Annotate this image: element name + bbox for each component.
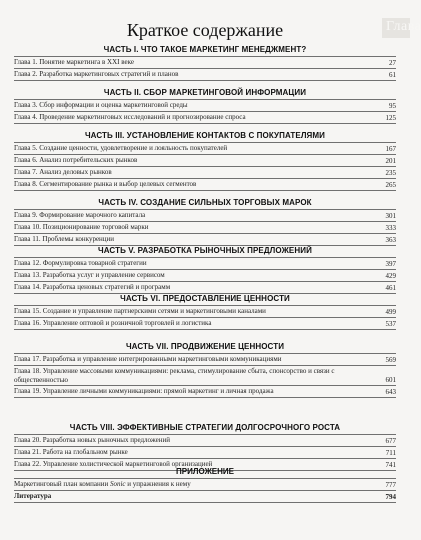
- chapter-entry[interactable]: [14, 156, 396, 166]
- entry-rule: [14, 269, 396, 270]
- chapter-title: Глава 2. Разработка маркетинговых стратегий и планов: [14, 70, 179, 78]
- chapter-title: Глава 16. Управление оптовой и розничной торговлей и логистика: [14, 319, 212, 327]
- entry-rule: [14, 178, 396, 179]
- entry-rule: [14, 221, 396, 222]
- appendix-rule: [14, 502, 396, 503]
- entry-rule: [14, 68, 396, 69]
- chapter-entry[interactable]: [14, 259, 396, 269]
- chapter-title: Глава 11. Проблемы конкуренции: [14, 235, 115, 243]
- chapter-title: Глава 4. Проведение маркетинговых исследований и прогнозирование спроса: [14, 113, 246, 121]
- chapter-entry[interactable]: [14, 180, 396, 190]
- chapter-title: Глава 13. Разработка услуг и управление сервисом: [14, 271, 165, 279]
- chapter-entry[interactable]: [14, 144, 396, 154]
- page-number: 61: [389, 71, 396, 79]
- chapter-entry[interactable]: [14, 271, 396, 281]
- part-heading: ЧАСТЬ VII. ПРОДВИЖЕНИЕ ЦЕННОСТИ: [125, 342, 285, 351]
- page-number: 429: [385, 272, 396, 280]
- entry-rule: [14, 329, 396, 330]
- entry-rule: [14, 123, 396, 124]
- chapter-title: Глава 20. Разработка новых рыночных предложений: [14, 436, 170, 444]
- chapter-entry[interactable]: [14, 70, 396, 80]
- entry-rule: [14, 80, 396, 81]
- page-number: 125: [385, 114, 396, 122]
- chapter-entry[interactable]: [14, 168, 396, 178]
- part-heading: ЧАСТЬ VIII. ЭФФЕКТИВНЫЕ СТРАТЕГИИ ДОЛГОСРОЧНОГО РОСТА: [69, 423, 341, 432]
- part-rule: [14, 257, 396, 258]
- chapter-entry[interactable]: [14, 319, 396, 329]
- entry-rule: [14, 190, 396, 191]
- entry-rule: [14, 166, 396, 167]
- chapter-title: Глава 18. Управление массовыми коммуникациями: рекламa, стимулирование сбыта, спонсорство и связи с общественностью: [14, 367, 335, 384]
- chapter-title: Глава 6. Анализ потребительских рынков: [14, 156, 138, 164]
- page-number: 777: [385, 481, 396, 489]
- chapter-title: Глава 19. Управление личными коммуникациями: прямой маркетинг и личная продажа: [14, 387, 274, 395]
- page-number: 537: [385, 320, 396, 328]
- chapter-title: Глава 8. Сегментирование рынка и выбор целевых сегментов: [14, 180, 197, 188]
- chapter-entry[interactable]: [14, 58, 396, 68]
- chapter-title: Глава 21. Работа на глобальном рынке: [14, 448, 128, 456]
- appendix-heading: ПРИЛОЖЕНИЕ: [176, 467, 234, 476]
- part-heading: ЧАСТЬ V. РАЗРАБОТКА РЫНОЧНЫХ ПРЕДЛОЖЕНИЙ: [98, 246, 312, 255]
- entry-rule: [14, 281, 396, 282]
- part-rule: [14, 434, 396, 435]
- chapter-entry[interactable]: [14, 387, 396, 397]
- page-number: 711: [385, 449, 396, 457]
- page-number: 741: [385, 461, 396, 469]
- part-heading: ЧАСТЬ II. СБОР МАРКЕТИНГОВОЙ ИНФОРМАЦИИ: [103, 88, 307, 97]
- chapter-entry[interactable]: [14, 436, 396, 446]
- page-number: 333: [385, 224, 396, 232]
- chapter-entry[interactable]: [14, 283, 396, 293]
- chapter-title: Литература: [14, 492, 52, 500]
- entry-rule: [14, 385, 396, 386]
- part-heading: ЧАСТЬ I. ЧТО ТАКОЕ МАРКЕТИНГ МЕНЕДЖМЕНТ?: [103, 45, 307, 54]
- appendix-entry[interactable]: [14, 480, 396, 490]
- entry-rule: [14, 154, 396, 155]
- chapter-entry[interactable]: [14, 101, 396, 111]
- part-rule: [14, 353, 396, 354]
- entry-rule: [14, 446, 396, 447]
- page-number: 397: [385, 260, 396, 268]
- page-number: 265: [385, 181, 396, 189]
- chapter-title: Глава 22. Управление холистической маркетинговой организацией: [14, 460, 213, 468]
- part-heading: ЧАСТЬ III. УСТАНОВЛЕНИЕ КОНТАКТОВ С ПОКУПАТЕЛЯМИ: [84, 131, 326, 140]
- appendix-rule: [14, 478, 396, 479]
- chapter-entry[interactable]: [14, 367, 396, 385]
- page-number: 95: [389, 102, 396, 110]
- entry-rule: [14, 397, 396, 398]
- chapter-entry[interactable]: [14, 235, 396, 245]
- chapter-entry[interactable]: [14, 448, 396, 458]
- chapter-title: Глава 3. Сбор информации и оценка маркетинговой среды: [14, 101, 188, 109]
- page-number: 643: [385, 388, 396, 396]
- chapter-title: Глава 9. Формирование марочного капитала: [14, 211, 146, 219]
- page-number: 201: [385, 157, 396, 165]
- chapter-title: Глава 14. Разработка ценовых стратегий и программ: [14, 283, 171, 291]
- chapter-title: [14, 480, 396, 489]
- chapter-title: Глава 12. Формулировка товарной стратегии: [14, 259, 147, 267]
- page-number: 677: [385, 437, 396, 445]
- page-number: 794: [385, 493, 396, 501]
- chapter-entry[interactable]: [14, 113, 396, 123]
- part-rule: [14, 209, 396, 210]
- entry-rule: [14, 317, 396, 318]
- chapter-entry[interactable]: [14, 355, 396, 365]
- page-number: 569: [385, 356, 396, 364]
- chapter-entry[interactable]: [14, 307, 396, 317]
- chapter-entry[interactable]: [14, 211, 396, 221]
- entry-rule: [14, 111, 396, 112]
- chapter-title: Глава 1. Понятие маркетинга в XXI веке: [14, 58, 134, 66]
- page-number: 235: [385, 169, 396, 177]
- appendix-label-start: Маркетинговый план компании: [14, 480, 110, 488]
- chapter-title: Глава 15. Создание и управление партнерскими сетями и маркетинговыми каналами: [14, 307, 266, 315]
- facing-page-text: Глава: [386, 19, 421, 34]
- chapter-title: Глава 10. Позиционирование торговой марки: [14, 223, 149, 231]
- chapter-title: Глава 5. Создание ценности, удовлетворение и лояльность покупателей: [14, 144, 228, 152]
- part-heading: ЧАСТЬ IV. СОЗДАНИЕ СИЛЬНЫХ ТОРГОВЫХ МАРОК: [98, 198, 312, 207]
- page-number: 27: [389, 59, 396, 67]
- part-rule: [14, 142, 396, 143]
- chapter-entry[interactable]: [14, 223, 396, 233]
- page-number: 167: [385, 145, 396, 153]
- appendix-rule: [14, 490, 396, 491]
- references-entry[interactable]: [14, 492, 396, 502]
- part-rule: [14, 56, 396, 57]
- appendix-label-end: и упражнения к нему: [125, 480, 191, 488]
- entry-rule: [14, 233, 396, 234]
- entry-rule: [14, 458, 396, 459]
- part-heading: ЧАСТЬ VI. ПРЕДОСТАВЛЕНИЕ ЦЕННОСТИ: [120, 294, 290, 303]
- part-rule: [14, 305, 396, 306]
- page-number: 499: [385, 308, 396, 316]
- page-title: Краткое содержание: [126, 20, 284, 40]
- appendix-label-company: Sonic: [109, 480, 126, 488]
- entry-rule: [14, 365, 396, 366]
- page-number: 601: [385, 376, 396, 384]
- page-number: 363: [385, 236, 396, 244]
- page-number: 301: [385, 212, 396, 220]
- chapter-title: Глава 17. Разработка и управление интегрированными маркетинговыми коммуникациями: [14, 355, 282, 363]
- chapter-title: Глава 7. Анализ деловых рынков: [14, 168, 112, 176]
- page-number: 461: [385, 284, 396, 292]
- part-rule: [14, 99, 396, 100]
